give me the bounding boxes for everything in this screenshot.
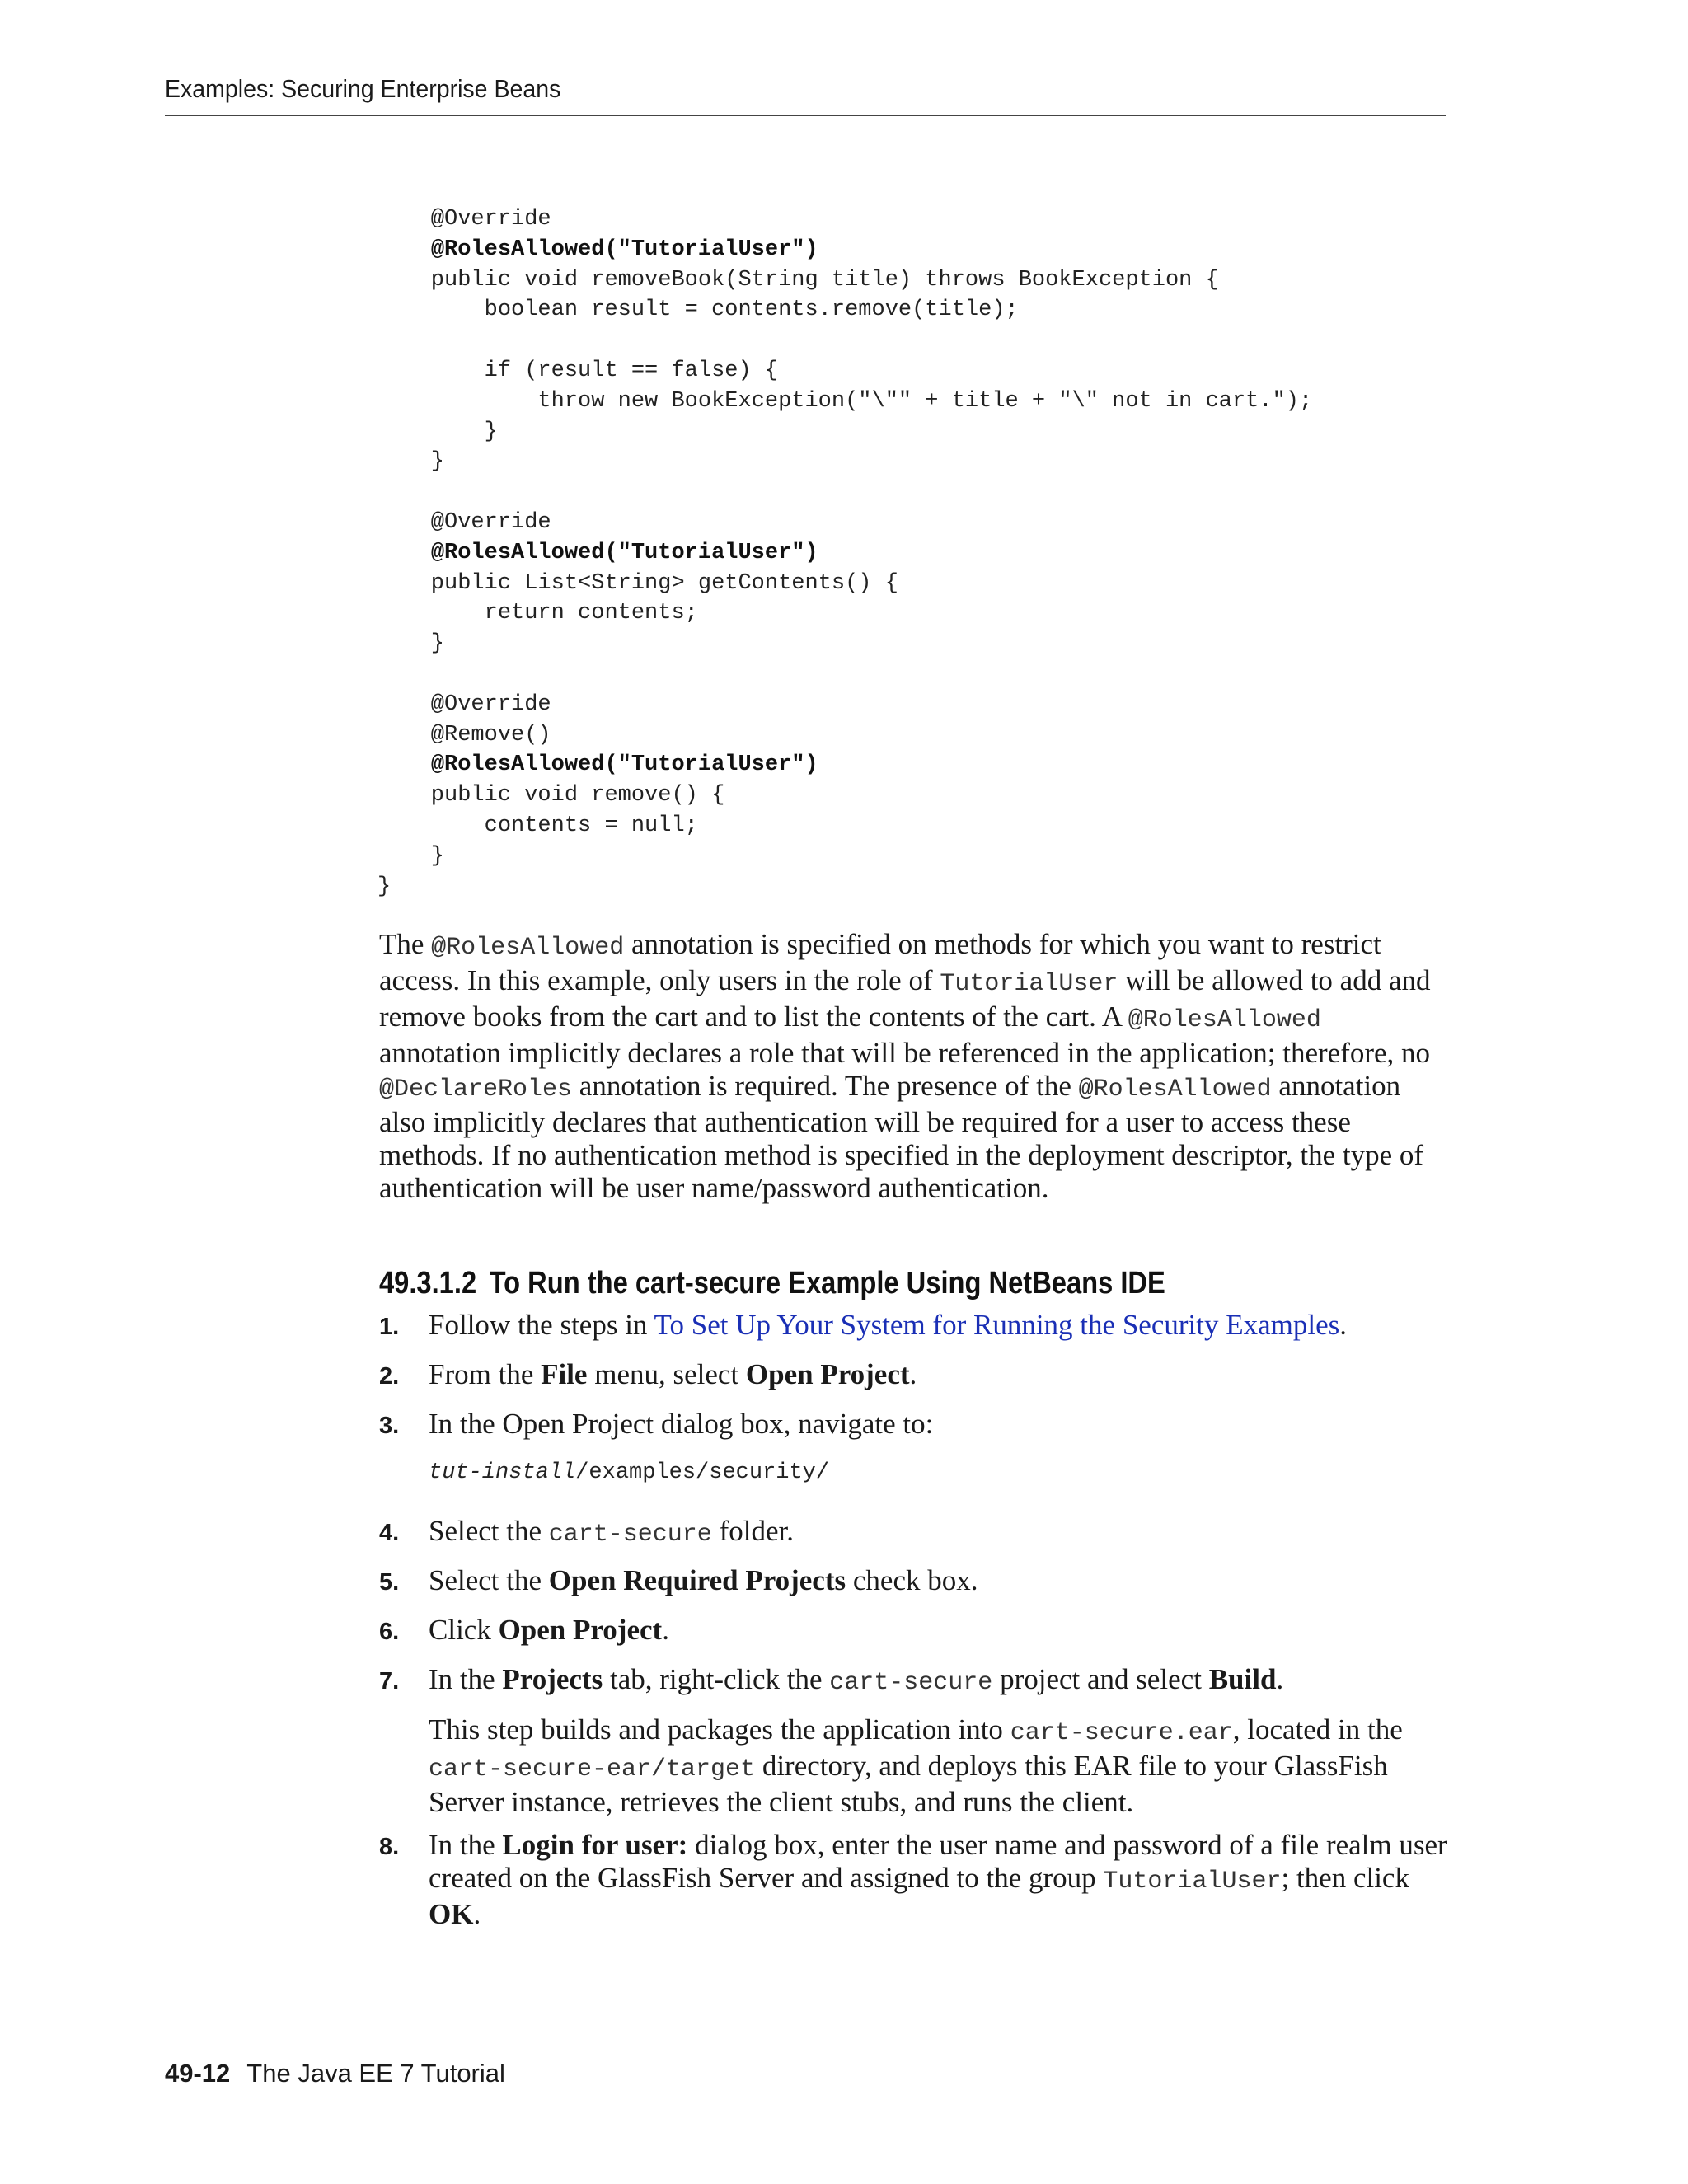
step-number: 5. — [379, 1569, 400, 1596]
code-text: } — [377, 449, 445, 475]
code-text: } — [377, 874, 392, 899]
inline-code: TutorialUser — [1103, 1868, 1282, 1896]
code-text: } — [377, 419, 498, 444]
inline-code: @RolesAllowed — [431, 934, 625, 962]
code-line — [377, 295, 1312, 326]
text-run: annotation is required. The presence of the — [572, 1070, 1079, 1102]
code-text: return contents; — [377, 601, 698, 626]
page-number: 49-12 — [165, 2059, 231, 2088]
text-run: Select the — [429, 1564, 549, 1596]
step-7-detail — [429, 1713, 1451, 1819]
code-line — [377, 598, 1312, 629]
ui-term: Open Project — [498, 1614, 663, 1646]
text-run: . — [1276, 1663, 1284, 1695]
text-run: In the — [429, 1829, 503, 1861]
text-run: . — [662, 1614, 669, 1646]
section-heading — [379, 1266, 1165, 1301]
ui-term: Build — [1208, 1663, 1277, 1695]
ui-term: Login for user: — [502, 1829, 688, 1861]
text-run: . — [1339, 1309, 1347, 1341]
code-text: @Remove() — [377, 722, 551, 748]
code-annotation: @RolesAllowed("TutorialUser") — [430, 540, 818, 565]
code-text — [377, 237, 431, 262]
book-title: The Java EE 7 Tutorial — [246, 2059, 505, 2088]
code-line — [377, 417, 1312, 448]
step-text — [429, 1564, 1451, 1597]
text-run: folder. — [711, 1515, 794, 1547]
text-run: project and select — [992, 1663, 1209, 1695]
step-text: In the Open Project dialog box, navigate to: — [429, 1408, 934, 1440]
text-run: will be allowed to add and remove books from the cart and to list the contents of the cart. A — [379, 964, 1431, 1033]
text-run: annotation also implicitly declares that authentication will be required for a user to access these methods. If no authentication method is specified in the deployment descriptor, the type of authentication will be user name/password authentication. — [379, 1070, 1424, 1204]
text-run: Follow the steps in — [429, 1309, 654, 1341]
code-text: @Override — [377, 509, 551, 535]
text-run: . — [473, 1898, 481, 1930]
section-number: 49.3.1.2 — [379, 1266, 477, 1301]
page-footer — [165, 2059, 505, 2088]
inline-code: cart-secure — [548, 1521, 712, 1549]
ui-term: Projects — [502, 1663, 603, 1695]
step-number: 4. — [379, 1520, 400, 1546]
code-text — [377, 541, 431, 565]
code-line — [377, 387, 1312, 417]
inline-code: @DeclareRoles — [379, 1076, 573, 1104]
text-run: annotation implicitly declares a role that will be referenced in the application; therefore, no — [379, 1037, 1431, 1069]
step-text — [429, 1614, 1451, 1647]
step-number: 3. — [379, 1413, 400, 1439]
text-run: , located in the — [1232, 1713, 1403, 1746]
text-run: ; then click — [1281, 1862, 1409, 1894]
code-line — [377, 780, 1312, 811]
text-run: . — [909, 1358, 917, 1390]
code-line — [377, 841, 1312, 872]
code-text: } — [377, 843, 445, 869]
text-run: directory, and deploys this EAR file to your GlassFish Server instance, retrieves the client stubs, and runs the client. — [429, 1750, 1388, 1818]
inline-code: cart-secure — [829, 1669, 993, 1697]
code-line — [377, 326, 1312, 356]
setup-security-examples-link[interactable]: To Set Up Your System for Running the Security Examples — [654, 1309, 1340, 1341]
text-run: In the — [429, 1663, 503, 1695]
step-text — [429, 1358, 1451, 1391]
body-paragraph — [379, 928, 1442, 1205]
step-number: 1. — [379, 1314, 400, 1340]
code-text: @Override — [377, 207, 551, 232]
code-line — [377, 477, 1312, 508]
inline-code: @RolesAllowed — [1078, 1076, 1272, 1104]
inline-code: TutorialUser — [940, 970, 1118, 998]
ui-term: File — [541, 1358, 588, 1390]
code-text: contents = null; — [377, 813, 698, 838]
code-line — [377, 629, 1312, 659]
code-annotation: @RolesAllowed("TutorialUser") — [430, 752, 818, 778]
code-text: public void removeBook(String title) throws BookException { — [377, 267, 1219, 293]
step-text — [429, 1515, 1451, 1551]
code-line — [377, 811, 1312, 841]
code-line — [377, 508, 1312, 538]
step-number: 8. — [379, 1834, 400, 1860]
install-path — [429, 1460, 829, 1485]
header-rule — [165, 115, 1446, 116]
inline-code: @RolesAllowed — [1128, 1006, 1321, 1034]
code-line — [377, 265, 1312, 296]
code-text: throw new BookException("\"" + title + "\" not in cart."); — [377, 388, 1313, 414]
text-run: menu, select — [587, 1358, 746, 1390]
code-line — [377, 720, 1312, 751]
code-line — [377, 204, 1312, 235]
code-line — [377, 538, 1312, 569]
inline-code: cart-secure-ear/target — [429, 1755, 756, 1783]
code-line — [377, 690, 1312, 720]
step-text — [429, 1309, 1451, 1342]
code-text — [377, 752, 431, 777]
text-run: dialog box, enter the user name and password of a file realm user created on the GlassFish Server and assigned to the group — [429, 1829, 1447, 1894]
step-number: 2. — [379, 1363, 400, 1390]
code-line — [377, 569, 1312, 599]
code-text: public List<String> getContents() { — [377, 570, 898, 596]
code-text: @Override — [377, 691, 551, 717]
code-text: public void remove() { — [377, 783, 725, 808]
running-header: Examples: Securing Enterprise Beans — [165, 74, 561, 103]
step-number: 7. — [379, 1668, 400, 1694]
path-rest: /examples/security/ — [575, 1460, 830, 1485]
ui-term: OK — [429, 1898, 474, 1930]
code-text: boolean result = contents.remove(title); — [377, 298, 1019, 323]
path-placeholder: tut-install — [429, 1460, 576, 1485]
code-listing — [377, 204, 1312, 902]
text-run: tab, right-click the — [603, 1663, 830, 1695]
step-text — [429, 1663, 1451, 1699]
code-line — [377, 872, 1312, 902]
code-text: if (result == false) { — [377, 358, 779, 383]
code-line — [377, 356, 1312, 387]
code-annotation: @RolesAllowed("TutorialUser") — [430, 237, 818, 262]
text-run: Select the — [429, 1515, 549, 1547]
text-run: Click — [429, 1614, 499, 1646]
code-text: } — [377, 631, 445, 657]
code-line — [377, 750, 1312, 780]
text-run: This step builds and packages the application into — [429, 1713, 1010, 1746]
code-line — [377, 235, 1312, 265]
step-number: 6. — [379, 1619, 400, 1645]
ui-term: Open Required Projects — [548, 1564, 846, 1596]
step-text — [429, 1829, 1451, 1931]
text-run: The — [379, 928, 432, 960]
code-line — [377, 659, 1312, 690]
text-run: check box. — [846, 1564, 978, 1596]
inline-code: cart-secure.ear — [1010, 1719, 1233, 1747]
ui-term: Open Project — [745, 1358, 910, 1390]
text-run: annotation is specified on methods for which you want to restrict access. In this example, only users in the role of — [379, 928, 1381, 996]
text-run: From the — [429, 1358, 542, 1390]
section-title: To Run the cart-secure Example Using NetBeans IDE — [489, 1266, 1165, 1301]
code-line — [377, 447, 1312, 477]
